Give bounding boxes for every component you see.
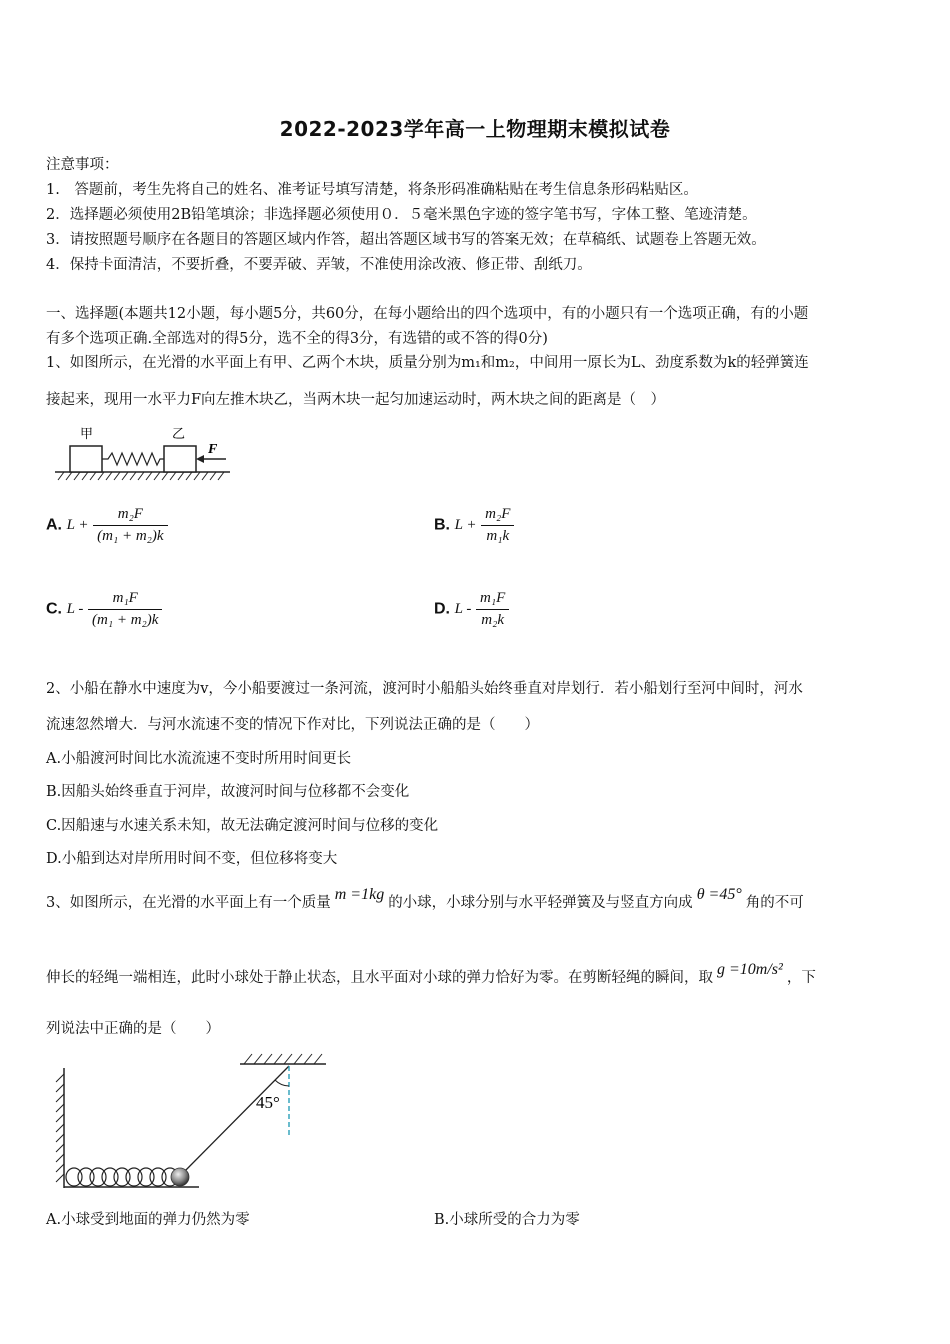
- angle-arc: [275, 1080, 289, 1086]
- q1-option-d[interactable]: [434, 590, 509, 629]
- q1-option-d-denominator: m₂k: [476, 609, 509, 629]
- section-header-line-2: 有多个选项正确.全部选对的得5分，选不全的得3分，有选错的或不答的得0分): [46, 331, 548, 347]
- q1-stem-line-2: 接起来，现用一水平力F向左推木块乙，当两木块一起匀加速运动时，两木块之间的距离是（ ）: [46, 392, 666, 408]
- block-jia: [70, 446, 102, 472]
- q1-option-c-prefix: L -: [66, 601, 84, 617]
- notice-item-3: 3．请按照题号顺序在各题目的答题区域内作答，超出答题区域书写的答案无效；在草稿纸、试题卷上答题无效。: [46, 232, 766, 248]
- q1-option-d-numerator: m₁F: [480, 590, 506, 606]
- q1-option-a-letter: A.: [46, 516, 62, 534]
- force-arrowhead: [196, 455, 204, 463]
- q2-stem-line-1: 2、小船在静水中速度为v，今小船要渡过一条河流，渡河时小船船头始终垂直对岸划行．若小船划行至河中间时，河水: [46, 681, 803, 697]
- angle-label: 45°: [256, 1093, 280, 1112]
- block-yi: [164, 446, 196, 472]
- label-jia: 甲: [80, 426, 94, 441]
- q3-stem-line-2: [46, 961, 816, 987]
- q3-stem-2b: ，下: [786, 970, 816, 986]
- q3-stem-line-1: [46, 886, 804, 912]
- notice-item-1: 1. 答题前，考生先将自己的姓名、准考证号填写清楚，将条形码准确粘贴在考生信息条形码粘贴区。: [46, 182, 698, 198]
- q3-g-value: g =10m/s²: [717, 961, 783, 978]
- q3-option-b[interactable]: B.小球所受的合力为零: [434, 1212, 580, 1228]
- q1-option-a-fraction: [93, 506, 167, 545]
- q3-angle-value: θ =45°: [696, 886, 742, 903]
- q1-option-c-fraction: [88, 590, 162, 629]
- section-header-line-1: 一、选择题(本题共12小题，每小题5分，共60分，在每小题给出的四个选项中，有的小题只有一个选项正确，有的小题: [46, 306, 809, 322]
- q3-stem-line-3: 列说法中正确的是（ ）: [46, 1021, 220, 1037]
- q2-option-b[interactable]: B.因船头始终垂直于河岸，故渡河时间与位移都不会变化: [46, 784, 410, 800]
- notice-item-4: 4．保持卡面清洁，不要折叠，不要弄破、弄皱，不准使用涂改液、修正带、刮纸刀。: [46, 257, 592, 273]
- q3-stem-2a: 伸长的轻绳一端相连，此时小球处于静止状态，且水平面对小球的弹力恰好为零。在剪断轻绳的瞬间，取: [46, 970, 713, 986]
- q1-option-a[interactable]: [46, 506, 168, 545]
- q1-stem-line-1: 1、如图所示，在光滑的水平面上有甲、乙两个木块，质量分别为m₁和m₂，中间用一原长为L、劲度系数为k的轻弹簧连: [46, 355, 809, 371]
- q1-option-b-prefix: L +: [454, 517, 477, 533]
- q1-option-d-fraction: [476, 590, 509, 629]
- q3-stem-1a: 3、如图所示，在光滑的水平面上有一个质量: [46, 895, 331, 911]
- q3-option-a[interactable]: A.小球受到地面的弹力仍然为零: [46, 1212, 250, 1228]
- q1-option-c-denominator: (m₁ + m₂)k: [88, 609, 162, 629]
- q3-mass-value: m =1kg: [334, 886, 385, 903]
- label-yi: 乙: [172, 426, 186, 441]
- q1-option-a-numerator: m₂F: [117, 506, 143, 522]
- label-force: F: [208, 442, 218, 457]
- q2-option-d[interactable]: D.小船到达对岸所用时间不变，但位移将变大: [46, 851, 338, 867]
- q2-option-c[interactable]: C.因船速与水速关系未知，故无法确定渡河时间与位移的变化: [46, 818, 439, 834]
- q1-option-c-letter: C.: [46, 600, 62, 618]
- coil-spring: [66, 1168, 178, 1186]
- q1-option-d-letter: D.: [434, 600, 450, 618]
- q1-option-b-fraction: [481, 506, 514, 545]
- ceiling-hatching: [244, 1054, 322, 1064]
- notice-item-2: 2．选择题必须使用2B铅笔填涂；非选择题必须使用０．５毫米黑色字迹的签字笔书写，字体工整、笔迹清楚。: [46, 207, 757, 223]
- q1-option-a-prefix: L +: [66, 517, 89, 533]
- spring: [102, 453, 164, 465]
- q2-option-a[interactable]: A.小船渡河时间比水流流速不变时所用时间更长: [46, 751, 352, 767]
- ball: [171, 1168, 189, 1186]
- ground-hatching: [58, 472, 224, 480]
- q2-stem-line-2: 流速忽然增大．与河水流速不变的情况下作对比，下列说法正确的是（ ）: [46, 717, 539, 733]
- q1-option-c-numerator: m₁F: [112, 590, 138, 606]
- q1-option-b-numerator: m₂F: [485, 506, 511, 522]
- q3-ball-spring-rope-figure: [44, 1048, 334, 1194]
- q1-option-b-denominator: m₁k: [481, 525, 514, 545]
- q1-option-d-prefix: L -: [454, 601, 472, 617]
- q1-block-spring-figure: [50, 422, 240, 484]
- q1-option-c[interactable]: [46, 590, 162, 629]
- page-title: 2022-2023学年高一上物理期末模拟试卷: [279, 117, 671, 141]
- rope: [180, 1066, 289, 1176]
- q3-stem-1b: 的小球，小球分别与水平轻弹簧及与竖直方向成: [388, 895, 693, 911]
- q1-option-a-denominator: (m₁ + m₂)k: [93, 525, 167, 545]
- q1-option-b[interactable]: [434, 506, 514, 545]
- notice-heading: 注意事项：: [46, 157, 119, 173]
- q3-stem-1c: 角的不可: [745, 895, 804, 911]
- left-wall-hatching: [56, 1074, 64, 1182]
- q1-option-b-letter: B.: [434, 516, 450, 534]
